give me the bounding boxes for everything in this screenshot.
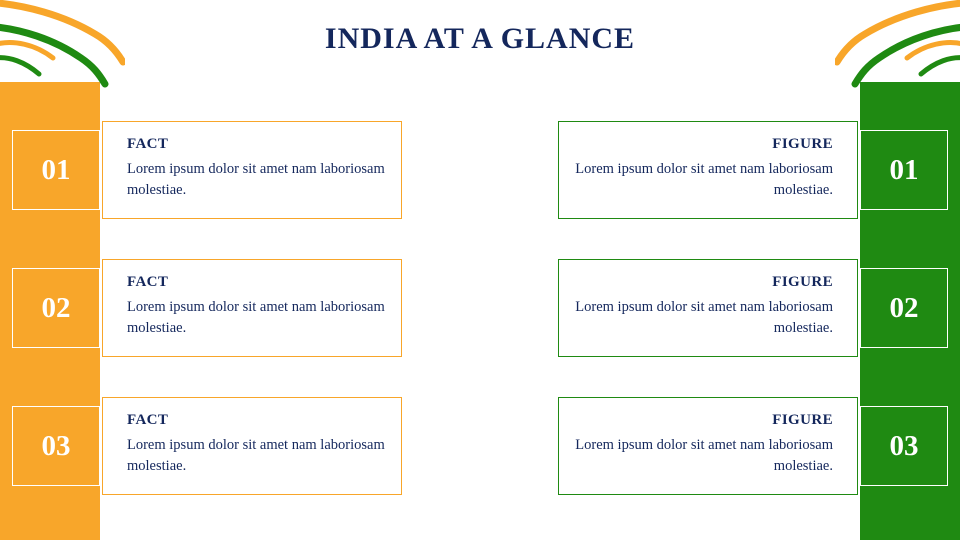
figure-body: Lorem ipsum dolor sit amet nam laboriosam molestiae. — [575, 299, 833, 337]
figure-heading: FIGURE — [772, 274, 833, 290]
list-item[interactable] — [12, 259, 402, 357]
list-item[interactable] — [558, 259, 948, 357]
figure-card[interactable] — [558, 397, 858, 495]
figure-number-badge: 01 — [860, 130, 948, 210]
fact-body: Lorem ipsum dolor sit amet nam laboriosam molestiae. — [127, 161, 385, 199]
figure-body: Lorem ipsum dolor sit amet nam laboriosam molestiae. — [575, 437, 833, 475]
fact-number-badge: 01 — [12, 130, 100, 210]
figure-heading: FIGURE — [772, 136, 833, 152]
figure-body: Lorem ipsum dolor sit amet nam laboriosam molestiae. — [575, 161, 833, 199]
figure-card[interactable] — [558, 259, 858, 357]
list-item[interactable] — [12, 121, 402, 219]
fact-number-badge: 03 — [12, 406, 100, 486]
fact-heading: FACT — [127, 274, 169, 290]
fact-body: Lorem ipsum dolor sit amet nam laboriosam molestiae. — [127, 299, 385, 337]
figure-heading: FIGURE — [772, 412, 833, 428]
figure-card[interactable] — [558, 121, 858, 219]
fact-card[interactable] — [102, 259, 402, 357]
figure-number-badge: 03 — [860, 406, 948, 486]
fact-heading: FACT — [127, 412, 169, 428]
fact-number-badge: 02 — [12, 268, 100, 348]
page-title: INDIA AT A GLANCE — [324, 22, 636, 55]
list-item[interactable] — [12, 397, 402, 495]
fact-card[interactable] — [102, 121, 402, 219]
fact-heading: FACT — [127, 136, 169, 152]
fact-card[interactable] — [102, 397, 402, 495]
figure-number-badge: 02 — [860, 268, 948, 348]
list-item[interactable] — [558, 397, 948, 495]
list-item[interactable] — [558, 121, 948, 219]
fact-body: Lorem ipsum dolor sit amet nam laboriosam molestiae. — [127, 437, 385, 475]
